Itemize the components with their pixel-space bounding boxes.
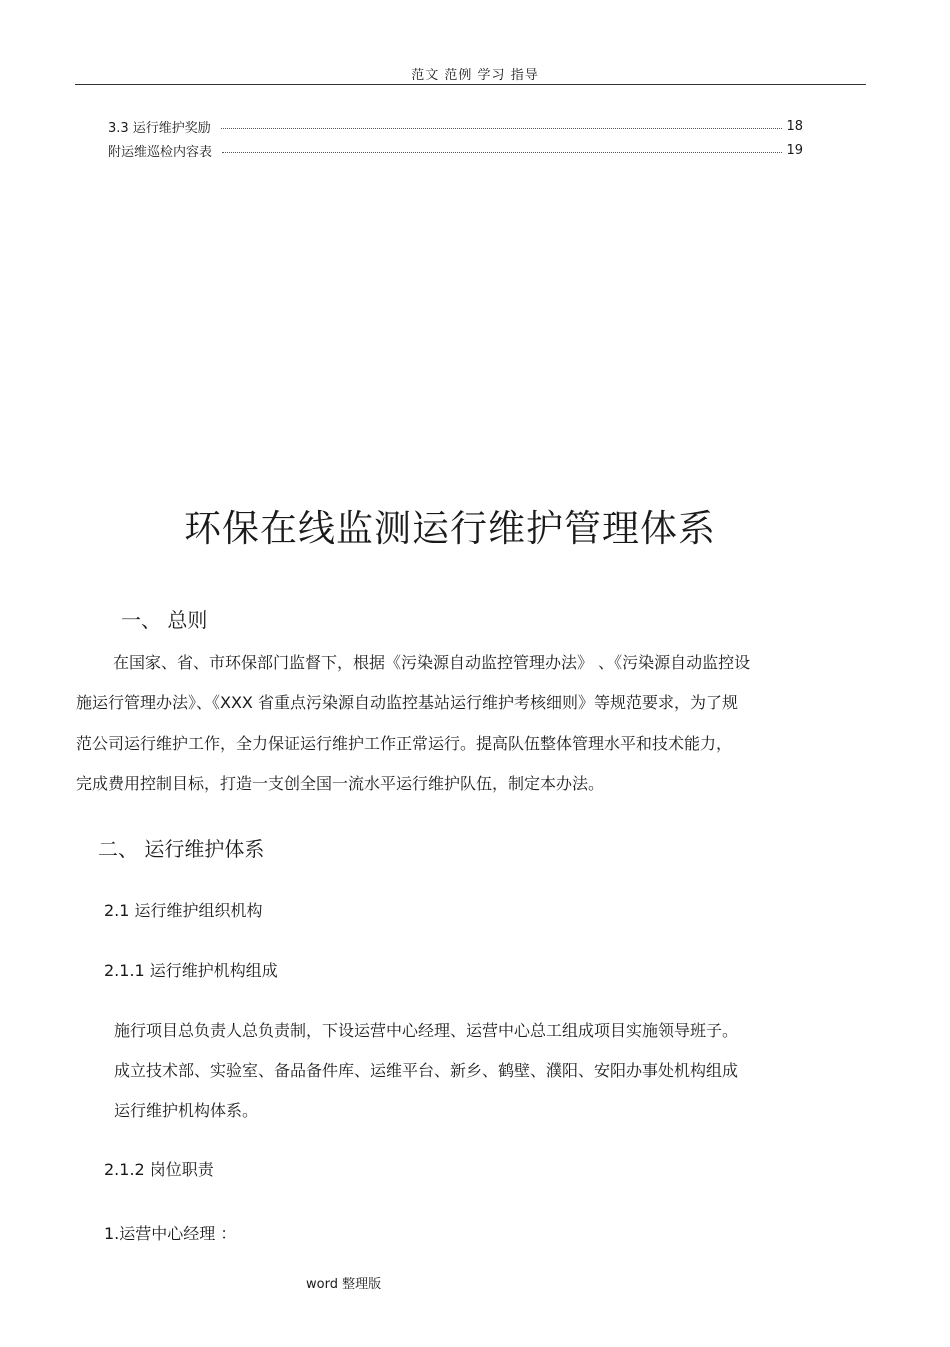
- list-item-heading: 1.运营中心经理 ：: [104, 1224, 237, 1243]
- section-heading-system: 二、 运行维护体系: [98, 837, 265, 861]
- toc-entry-label: 3.3 运行维护奖励: [108, 120, 211, 136]
- paragraph-line: 范公司运行维护工作，全力保证运行维护工作正常运行。提高队伍整体管理水平和技术能力，: [76, 734, 733, 753]
- section-heading-general: 一、 总则: [121, 608, 208, 632]
- toc-entry-page: 19: [786, 142, 803, 158]
- paragraph-line: 成立技术部、实验室、备品备件库、运维平台、新乡、鹤壁、濮阳、安阳办事处机构组成: [114, 1061, 739, 1080]
- header-rule: [75, 84, 866, 85]
- paragraph-line: 运行维护机构体系。: [114, 1101, 259, 1120]
- paragraph-line: 完成费用控制目标，打造一支创全国一流水平运行维护队伍，制定本办法。: [76, 774, 605, 793]
- paragraph-line: 在国家、省、市环保部门监督下，根据《污染源自动监控管理办法》 、《污染源自动监控设: [113, 653, 751, 672]
- page-header: 范文 范例 学习 指导: [411, 68, 539, 83]
- subsection-heading: 2.1.2 岗位职责: [104, 1160, 214, 1179]
- toc-entry[interactable]: [108, 140, 803, 160]
- toc-entry[interactable]: [108, 116, 803, 136]
- document-title: 环保在线监测运行维护管理体系: [184, 507, 716, 550]
- paragraph-line: 施运行管理办法》、《XXX 省重点污染源自动监控基站运行维护考核细则》等规范要求，为了规: [76, 693, 738, 712]
- subsection-heading: 2.1.1 运行维护机构组成: [104, 961, 278, 980]
- paragraph-line: 施行项目总负责人总负责制，下设运营中心经理、运营中心总工组成项目实施领导班子。: [114, 1021, 739, 1040]
- toc-leader-dots: [222, 144, 782, 153]
- page-footer: word 整理版: [306, 1277, 382, 1292]
- subsection-heading: 2.1 运行维护组织机构: [104, 901, 263, 920]
- toc-entry-page: 18: [786, 118, 803, 134]
- toc-leader-dots: [221, 120, 783, 129]
- toc-entry-label: 附运维巡检内容表: [108, 144, 213, 160]
